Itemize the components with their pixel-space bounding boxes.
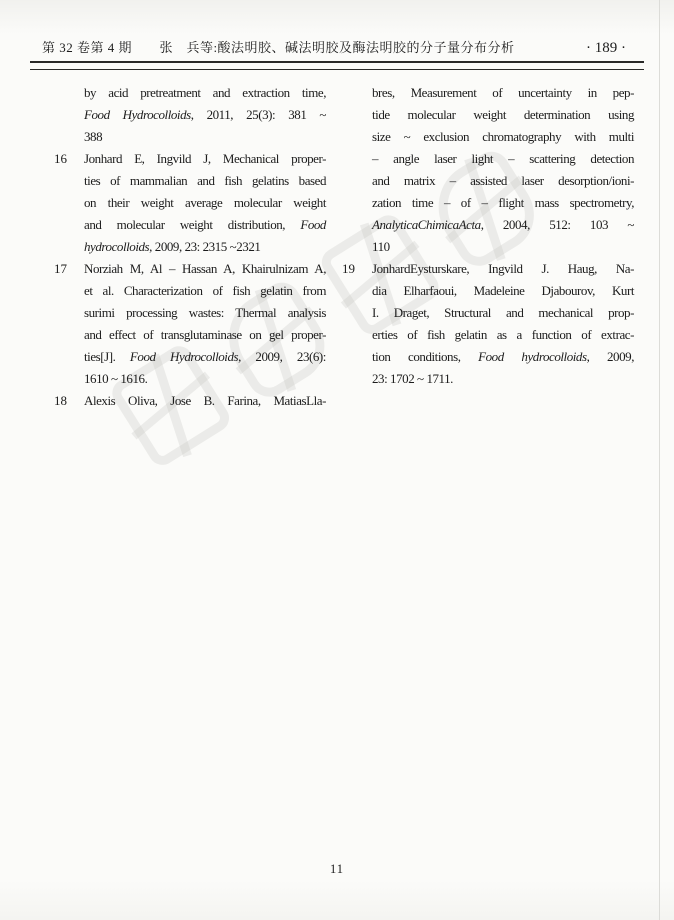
reference-line: Norziah M, Al – Hassan A, Khairulnizam A, (84, 261, 326, 276)
reference-line: 23: 1702 ~ 1711. (372, 371, 453, 386)
reference-columns (54, 82, 634, 412)
reference-number: 16 (54, 151, 67, 166)
reference-line: on their weight average molecular weight (84, 195, 326, 210)
volume-issue: 第 32 卷第 4 期 (42, 40, 133, 55)
reference-line: erties of fish gelatin as a function of extrac- (372, 327, 634, 342)
reference-line: size ~ exclusion chromatography with multi (372, 129, 634, 144)
page-header (30, 36, 644, 58)
reference-item (54, 82, 326, 148)
reference-line: ties of mammalian and fish gelatins based (84, 173, 326, 188)
reference-item (342, 82, 634, 258)
reference-line: 110 (372, 239, 390, 254)
reference-number: 17 (54, 261, 67, 276)
reference-line: Food Hydrocolloids, 2011, 25(3): 381 ~ (84, 107, 326, 122)
reference-item (342, 258, 634, 390)
reference-line: and molecular weight distribution, Food (84, 217, 326, 232)
reference-item (54, 148, 326, 258)
header-rule (30, 61, 644, 70)
reference-line: – angle laser light – scattering detection (372, 151, 634, 166)
running-title: 张 兵等:酸法明胶、碱法明胶及酶法明胶的分子量分布分析 (159, 40, 515, 55)
reference-number (54, 82, 84, 148)
reference-line: surimi processing wastes: Thermal analysis (84, 305, 326, 320)
reference-line: hydrocolloids, 2009, 23: 2315 ~2321 (84, 239, 261, 254)
reference-item (54, 390, 326, 412)
reference-line: et al. Characterization of fish gelatin from (84, 283, 326, 298)
reference-line: AnalyticaChimicaActa, 2004, 512: 103 ~ (372, 217, 634, 232)
right-column (342, 82, 634, 412)
reference-line: Jonhard E, Ingvild J, Mechanical proper- (84, 151, 326, 166)
reference-line: ties[J]. Food Hydrocolloids, 2009, 23(6): (84, 349, 326, 364)
reference-line: 388 (84, 129, 103, 144)
reference-line: tion conditions, Food hydrocolloids, 2009, (372, 349, 634, 364)
page-number: 11 (329, 862, 345, 876)
reference-number (342, 82, 372, 258)
scan-edge-artifact (659, 0, 660, 920)
reference-item (54, 258, 326, 390)
reference-number: 18 (54, 393, 67, 408)
reference-line: I. Draget, Structural and mechanical prop- (372, 305, 634, 320)
reference-line: and matrix – assisted laser desorption/ioni- (372, 173, 634, 188)
reference-line: and effect of transglutaminase on gel proper- (84, 327, 326, 342)
left-column (54, 82, 326, 412)
reference-line: by acid pretreatment and extraction time, (84, 85, 326, 100)
page-marker: · 189 · (586, 40, 626, 56)
reference-line: 1610 ~ 1616. (84, 371, 148, 386)
reference-number: 19 (342, 261, 355, 276)
reference-line: JonhardEysturskare, Ingvild J. Haug, Na- (372, 261, 634, 276)
reference-line: bres, Measurement of uncertainty in pep- (372, 85, 634, 100)
reference-line: dia Elharfaoui, Madeleine Djabourov, Kurt (372, 283, 634, 298)
reference-line: zation time – of – flight mass spectrometry, (372, 195, 634, 210)
reference-line: tide molecular weight determination using (372, 107, 634, 122)
reference-line: Alexis Oliva, Jose B. Farina, MatiasLla- (84, 393, 326, 408)
